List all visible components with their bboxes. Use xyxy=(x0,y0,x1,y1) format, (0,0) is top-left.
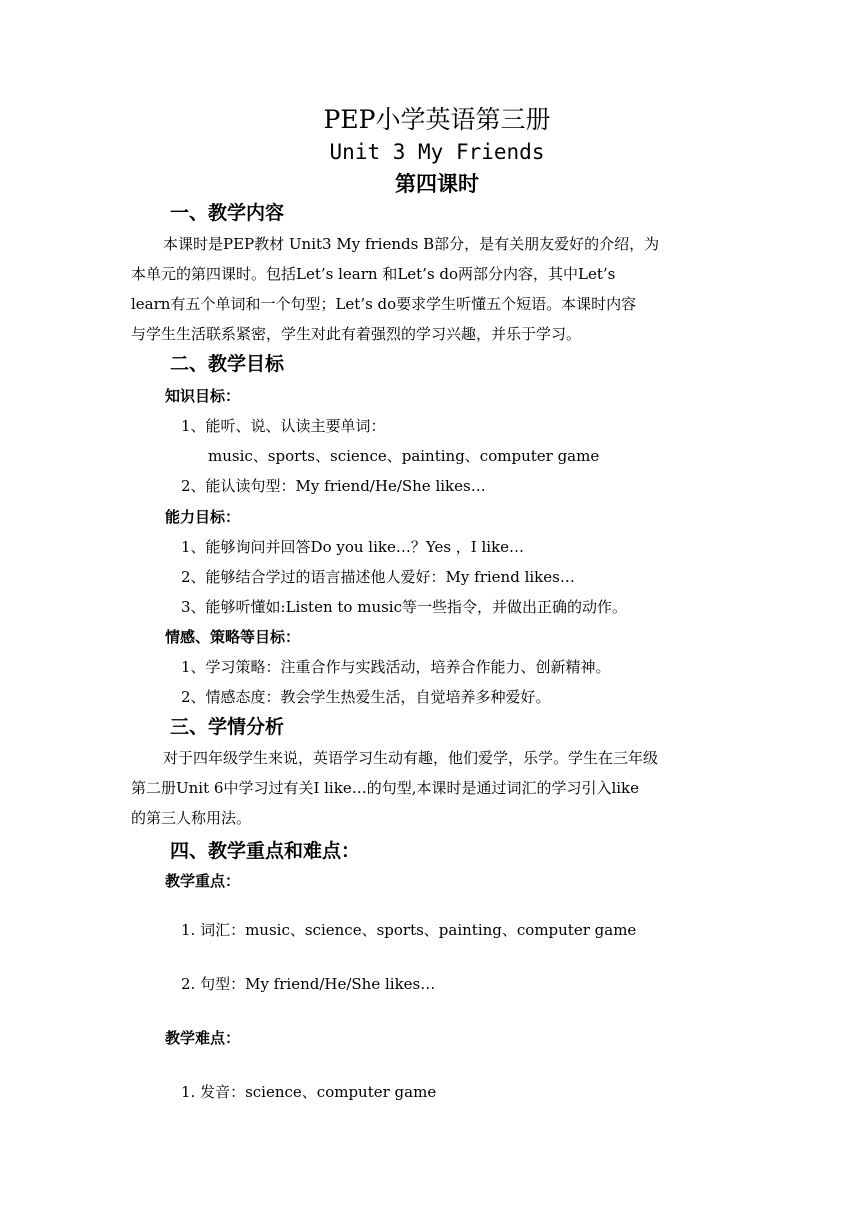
document-title: PEP小学英语第三册 xyxy=(323,105,551,134)
list-item: music、sports、science、painting、computer game xyxy=(208,447,600,465)
ability-objectives-label: 能力目标： xyxy=(165,508,241,526)
paragraph-line: 本单元的第四课时。包括Let’s learn 和Let’s do两部分内容，其中Let’s xyxy=(131,265,616,283)
section-heading-key-points: 四、教学重点和难点： xyxy=(170,840,361,862)
unit-title: Unit 3 My Friends xyxy=(329,140,545,164)
list-item: 2、能认读句型：My friend/He/She likes… xyxy=(181,477,486,495)
emotion-strategy-objectives-label: 情感、策略等目标： xyxy=(165,628,301,646)
paragraph-line: 的第三人称用法。 xyxy=(131,809,252,827)
paragraph-line: 第二册Unit 6中学习过有关I like…的句型,本课时是通过词汇的学习引入like xyxy=(131,779,640,797)
paragraph-line: 与学生生活联系紧密，学生对此有着强烈的学习兴趣，并乐于学习。 xyxy=(131,325,582,343)
paragraph-line: learn有五个单词和一个句型；Let’s do要求学生听懂五个短语。本课时内容 xyxy=(131,295,637,313)
paragraph-line: 本课时是PEP教材 Unit3 My friends B部分，是有关朋友爱好的介绍，为 xyxy=(163,235,660,253)
list-item: 1. 词汇：music、science、sports、painting、computer game xyxy=(181,921,637,939)
list-item: 3、能够听懂如:Listen to music等一些指令，并做出正确的动作。 xyxy=(181,598,627,616)
list-item: 2. 句型：My friend/He/She likes… xyxy=(181,975,436,993)
list-item: 1、学习策略：注重合作与实践活动，培养合作能力、创新精神。 xyxy=(181,658,611,676)
list-item: 2、能够结合学过的语言描述他人爱好：My friend likes… xyxy=(181,568,575,586)
list-item: 2、情感态度：教会学生热爱生活，自觉培养多种爱好。 xyxy=(181,688,551,706)
section-heading-objectives: 二、教学目标 xyxy=(170,353,285,375)
lesson-title: 第四课时 xyxy=(395,172,479,196)
section-heading-analysis: 三、学情分析 xyxy=(170,716,285,738)
key-points-label: 教学重点： xyxy=(165,872,241,890)
difficulty-points-label: 教学难点： xyxy=(165,1029,241,1047)
paragraph-line: 对于四年级学生来说，英语学习生动有趣，他们爱学，乐学。学生在三年级 xyxy=(163,749,659,767)
list-item: 1. 发音：science、computer game xyxy=(181,1083,437,1101)
list-item: 1、能够询问并回答Do you like…？Yes ，I like… xyxy=(181,538,525,556)
list-item: 1、能听、说、认读主要单词： xyxy=(181,417,386,435)
knowledge-objectives-label: 知识目标： xyxy=(165,387,241,405)
section-heading-content: 一、教学内容 xyxy=(170,202,285,224)
